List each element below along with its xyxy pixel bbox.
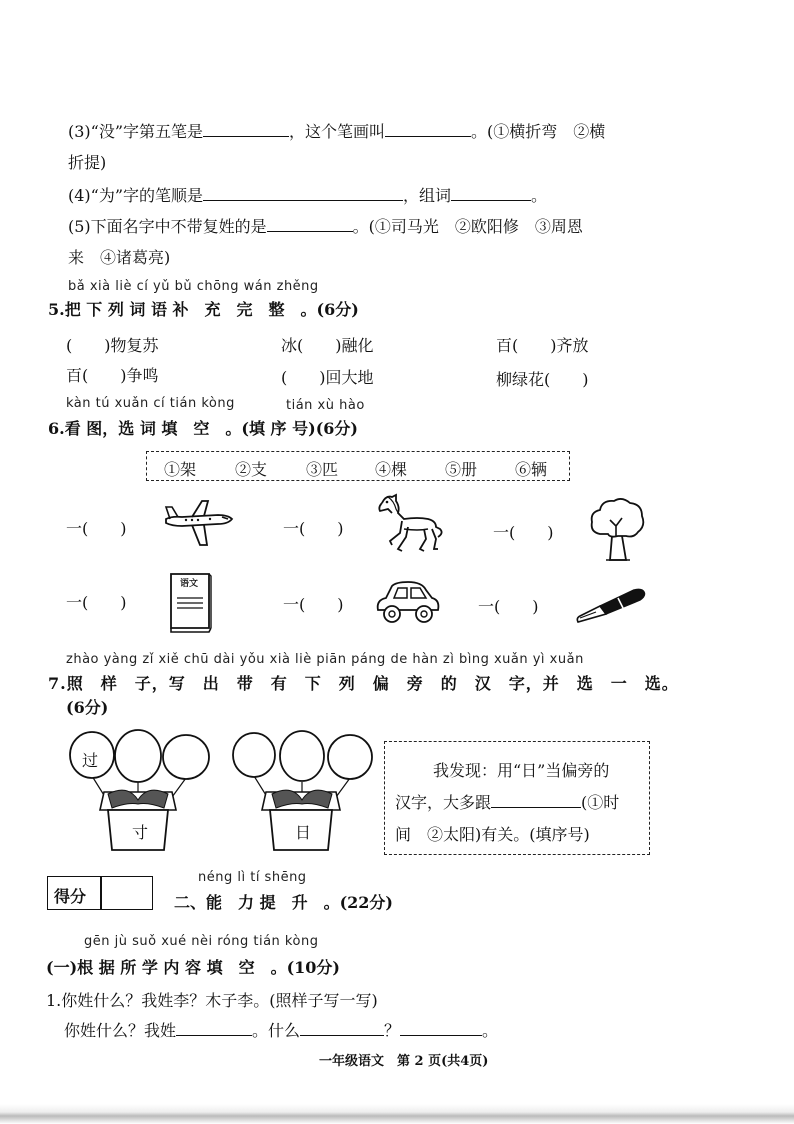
note-line-3: 间 ②太阳)有关。(填序号): [395, 825, 590, 844]
horse-icon: [374, 493, 446, 555]
word-options-box: [146, 451, 570, 481]
discovery-note-box: [384, 741, 650, 855]
score-box: [47, 876, 153, 910]
gift-box-radical-2: 日: [295, 823, 312, 842]
q4-item4: (4)“为”字的笔顺是 ，组词 。: [68, 186, 548, 205]
q5-fill-5[interactable]: ( )回大地: [281, 368, 374, 387]
part1-q1-fill: 你姓什么？我姓 。什么 ？ 。: [64, 1021, 499, 1040]
q7-pinyin: zhào yàng zǐ xiě chū dài yǒu xià liè piān páng de hàn zì bìng xuǎn yì xuǎn: [66, 652, 584, 667]
answer-blank[interactable]: [491, 793, 581, 808]
gift-box-radical-1: 寸: [132, 823, 149, 842]
divider: [100, 877, 102, 909]
option-6: ⑥辆: [515, 460, 548, 479]
answer-blank[interactable]: [203, 186, 403, 201]
answer-blank[interactable]: [267, 217, 353, 232]
q4-item3: (3)“没”字第五笔是 ，这个笔画叫 。(①横折弯 ②横: [68, 122, 606, 141]
option-2: ②支: [235, 460, 268, 479]
part1-pinyin: gēn jù suǒ xué nèi róng tián kòng: [84, 934, 319, 949]
book-label: 语文: [180, 579, 199, 589]
airplane-icon: [162, 497, 234, 549]
q4-item5-cont: 来 ④诸葛亮): [68, 248, 171, 267]
q5-fill-2[interactable]: 冰( )融化: [281, 336, 374, 355]
q4-item3-cont: 折提): [68, 153, 107, 172]
note-line-1: 我发现：用“日”当偏旁的: [433, 761, 610, 780]
option-4: ④棵: [375, 460, 408, 479]
option-3: ③匹: [306, 460, 339, 479]
q4-item5: (5)下面名字中不带复姓的是 。(①司马光 ②欧阳修 ③周恩: [68, 217, 583, 236]
tree-icon: [588, 496, 646, 566]
q6-blank-car[interactable]: 一( ): [283, 595, 344, 614]
q5-fill-6[interactable]: 柳绿花( ): [496, 370, 589, 389]
q7-title: 7.照 样 子，写 出 带 有 下 列 偏 旁 的 汉 字，并 选 一 选。: [48, 674, 679, 693]
balloon-example-char: 过: [82, 751, 99, 770]
option-5: ⑤册: [445, 460, 478, 479]
section2-title: 二、能 力 提 升 。(22分): [174, 893, 393, 912]
q7-score: (6分): [66, 698, 109, 717]
q6-blank-horse[interactable]: 一( ): [283, 519, 344, 538]
part1-q1: 1.你姓什么？我姓李？木子李。(照样子写一写): [46, 991, 378, 1010]
q6-pinyin-2: tián xù hào: [286, 398, 365, 413]
section2-pinyin: néng lì tí shēng: [198, 870, 307, 885]
q5-pinyin: bǎ xià liè cí yǔ bǔ chōng wán zhěng: [68, 279, 319, 294]
q6-pinyin: kàn tú xuǎn cí tián kòng: [66, 396, 235, 411]
q5-fill-4[interactable]: 百( )争鸣: [66, 366, 159, 385]
answer-blank[interactable]: [385, 122, 471, 137]
part1-title: (一)根 据 所 学 内 容 填 空 。(10分): [46, 958, 340, 977]
q5-title: 5.把 下 列 词 语 补 充 完 整 。(6分): [48, 300, 359, 319]
q5-fill-3[interactable]: 百( )齐放: [496, 336, 589, 355]
q6-blank-pen[interactable]: 一( ): [478, 597, 539, 616]
answer-blank[interactable]: [203, 122, 289, 137]
answer-blank[interactable]: [451, 186, 531, 201]
q6-blank-plane[interactable]: 一( ): [66, 519, 127, 538]
option-1: ①架: [164, 460, 197, 479]
scan-edge: [0, 1104, 794, 1124]
answer-blank[interactable]: [300, 1021, 384, 1036]
car-icon: [374, 578, 442, 626]
answer-blank[interactable]: [400, 1021, 482, 1036]
answer-blank[interactable]: [176, 1021, 252, 1036]
score-label: 得分: [54, 887, 87, 906]
q5-fill-1[interactable]: ( )物复苏: [66, 336, 159, 355]
q6-blank-book[interactable]: 一( ): [66, 593, 127, 612]
pen-icon: [570, 588, 650, 624]
page-footer: 一年级语文 第 2 页(共4页): [319, 1054, 489, 1069]
q6-title: 6.看 图，选 词 填 空 。(填 序 号)(6分): [48, 419, 358, 438]
q6-blank-tree[interactable]: 一( ): [493, 523, 554, 542]
note-line-2: 汉字，大多跟 (①时: [395, 793, 620, 812]
